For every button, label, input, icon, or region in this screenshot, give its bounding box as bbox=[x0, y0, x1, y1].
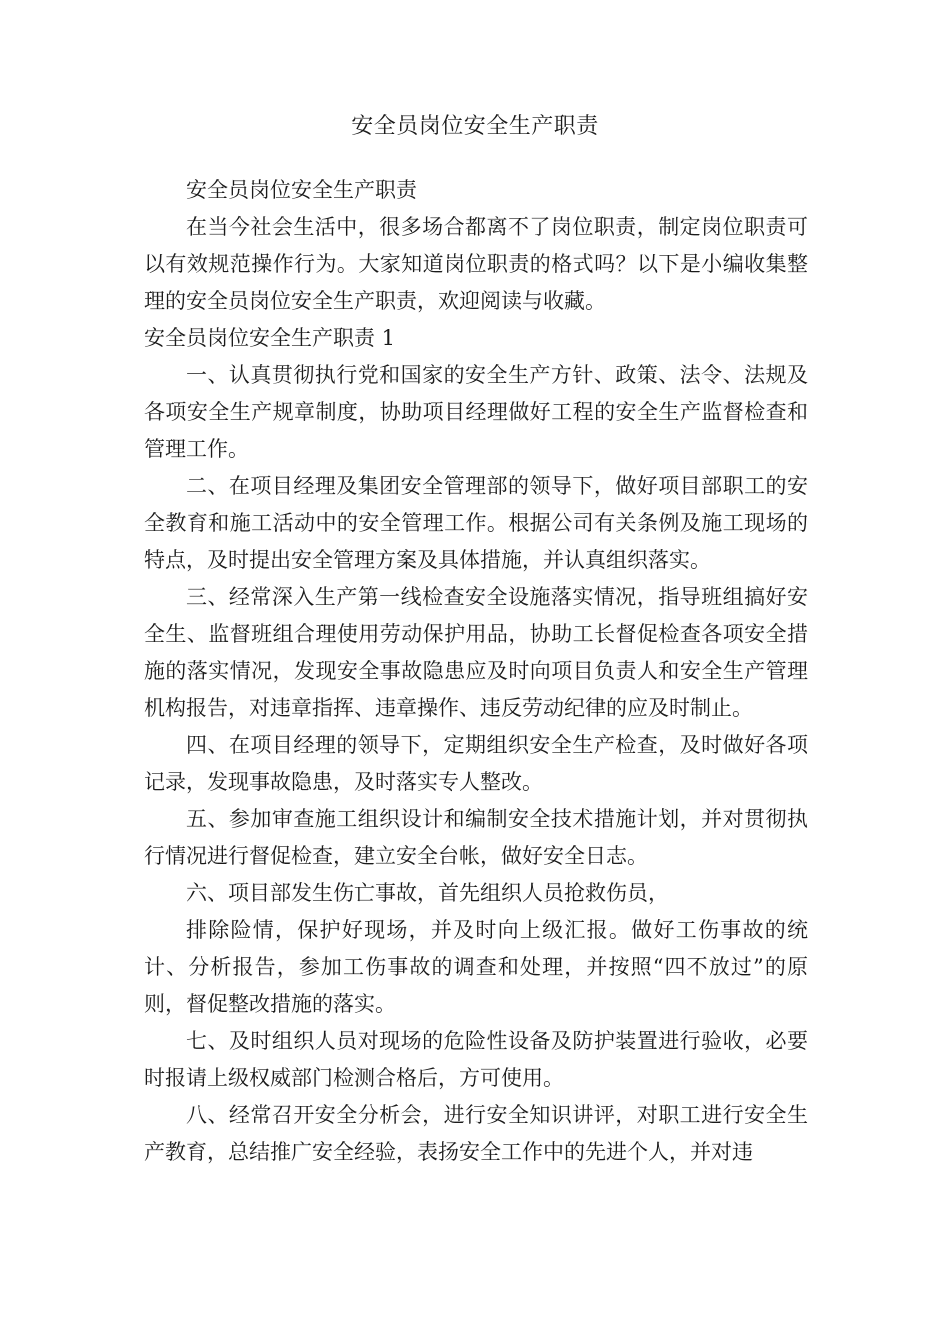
document-body bbox=[144, 172, 808, 1171]
paragraph-item-5: 五、参加审查施工组织设计和编制安全技术措施计划，并对贯彻执行情况进行督促检查，建立安全台帐，做好安全日志。 bbox=[144, 807, 808, 868]
paragraph-heading: 安全员岗位安全生产职责 bbox=[186, 178, 417, 202]
paragraph-item-8: 八、经常召开安全分析会，进行安全知识讲评，对职工进行安全生产教育，总结推广安全经验，表扬安全工作中的先进个人，并对违 bbox=[144, 1103, 808, 1164]
section-heading: 安全员岗位安全生产职责 1 bbox=[144, 326, 396, 350]
paragraph-item-1: 一、认真贯彻执行党和国家的安全生产方针、政策、法令、法规及各项安全生产规章制度，协助项目经理做好工程的安全生产监督检查和管理工作。 bbox=[144, 363, 808, 461]
paragraph-item-2: 二、在项目经理及集团安全管理部的领导下，做好项目部职工的安全教育和施工活动中的安全管理工作。根据公司有关条例及施工现场的特点，及时提出安全管理方案及具体措施，并认真组织落实。 bbox=[144, 474, 808, 572]
document-title: 安全员岗位安全生产职责 bbox=[351, 114, 599, 139]
paragraph-item-4: 四、在项目经理的领导下，定期组织安全生产检查，及时做好各项记录，发现事故隐患，及时落实专人整改。 bbox=[144, 733, 808, 794]
paragraph-item-3: 三、经常深入生产第一线检查安全设施落实情况，指导班组搞好安全生、监督班组合理使用劳动保护用品，协助工长督促检查各项安全措施的落实情况，发现安全事故隐患应及时向项目负责人和安全生产管理机构报告，对违章指挥、违章操作、违反劳动纪律的应及时制止。 bbox=[144, 585, 808, 720]
paragraph-item-6-continued: 排除险情，保护好现场，并及时向上级汇报。做好工伤事故的统计、分析报告，参加工伤事故的调查和处理，并按照“四不放过”的原则，督促整改措施的落实。 bbox=[144, 918, 808, 1016]
paragraph-intro: 在当今社会生活中，很多场合都离不了岗位职责，制定岗位职责可以有效规范操作行为。大家知道岗位职责的格式吗？以下是小编收集整理的安全员岗位安全生产职责，欢迎阅读与收藏。 bbox=[144, 215, 808, 313]
paragraph-item-6: 六、项目部发生伤亡事故，首先组织人员抢救伤员， bbox=[186, 881, 669, 905]
paragraph-item-7: 七、及时组织人员对现场的危险性设备及防护装置进行验收，必要时报请上级权威部门检测合格后，方可使用。 bbox=[144, 1029, 808, 1090]
